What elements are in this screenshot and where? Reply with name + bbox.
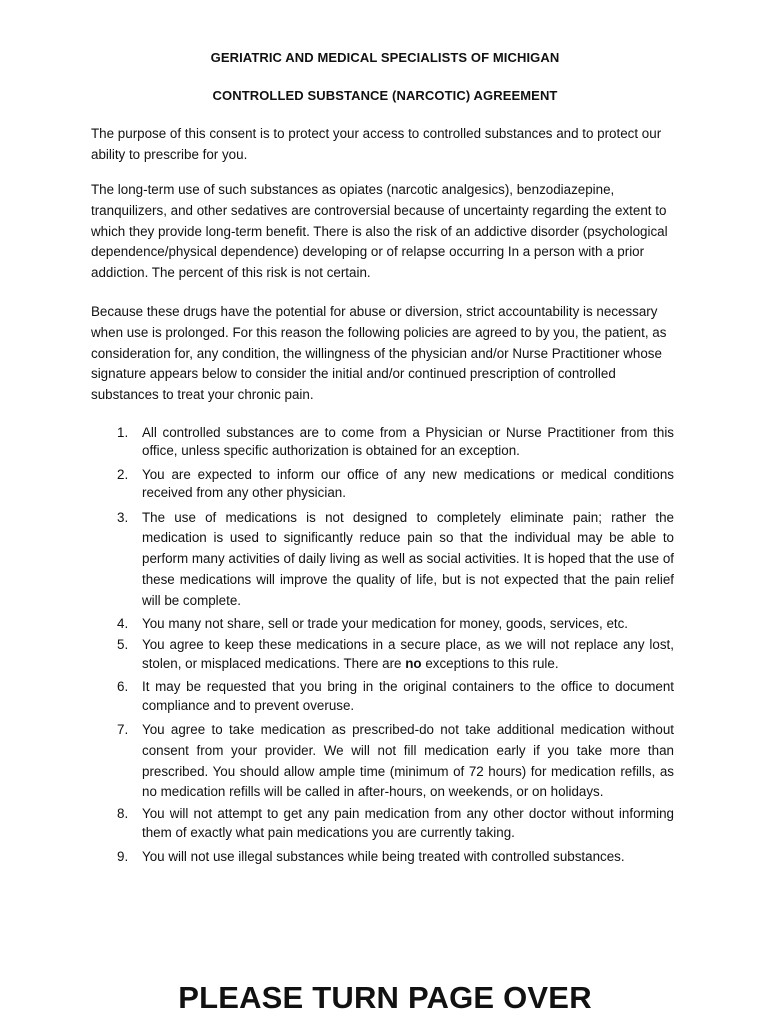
risks-paragraph: The long-term use of such substances as opiates (narcotic analgesics), benzodiazepine, tranquilizers, and other sedatives are controversial because of uncertainty regarding the extent to which they provide long-term benefit. There is also the risk of an addictive disorder (psychological dependence/physical dependence) developing or of relapse occurring In a person with a prior addiction. The percent of this risk is not certain. (91, 182, 668, 281)
policy-number: 6. (117, 679, 129, 695)
policy-text: All controlled substances are to come from a Physician or Nurse Practitioner from this office, unless specific authorization is obtained for an exception. (142, 425, 674, 459)
policy-text: The use of medications is not designed to completely eliminate pain; rather the medication is used to significantly reduce pain so that the individual may be able to perform many activities of daily living as well as social activities. It is hoped that the use of these medications will improve the quality of life, but is not expected that the pain relief will be complete. (142, 509, 674, 608)
policy-number: 7. (117, 722, 129, 738)
policy-item (91, 636, 674, 673)
policy-text: You will not use illegal substances while being treated with controlled substances. (142, 849, 625, 865)
agreement-title: CONTROLLED SUBSTANCE (NARCOTIC) AGREEMENT (212, 88, 558, 103)
policy-number: 2. (117, 466, 129, 482)
policy-text: It may be requested that you bring in the original containers to the office to document compliance and to prevent overuse. (142, 679, 674, 713)
organization-title: GERIATRIC AND MEDICAL SPECIALISTS OF MICHIGAN (210, 50, 560, 65)
policy-number: 3. (117, 509, 129, 525)
policy-text: You many not share, sell or trade your medication for money, goods, services, etc. (142, 615, 629, 631)
policy-item (91, 508, 674, 612)
purpose-paragraph: The purpose of this consent is to protect your access to controlled substances and to protect our ability to prescribe for you. (91, 126, 662, 162)
policy-item (91, 466, 674, 503)
policy-text: You agree to take medication as prescribed-do not take additional medication without consent from your provider. We will not fill medication early if you take more than prescribed. You should allow ample time (minimum of 72 hours) for medication refills, as no medication refills will be called in after-hours, on weekends, or on holidays. (142, 722, 674, 800)
policy-text (142, 637, 674, 670)
policy-number: 8. (117, 806, 129, 822)
policy-text: You will not attempt to get any pain medication from any other doctor without informing them of exactly what pain medications you are currently taking. (142, 806, 674, 840)
policy-item (91, 805, 674, 842)
policy-list (91, 424, 674, 870)
policy-item (91, 614, 674, 635)
policy-number: 9. (117, 849, 129, 865)
policy-item (91, 678, 674, 715)
turn-page-notice: PLEASE TURN PAGE OVER (178, 980, 592, 1015)
policy-number: 1. (117, 425, 129, 440)
policy-number: 4. (117, 615, 129, 631)
policy-text-part: You agree to keep these medications in a secure place, as we will not replace any lost, stolen, or misplaced medications. There are (142, 637, 674, 671)
policy-number: 5. (117, 637, 129, 653)
policy-text-part: exceptions to this rule. (421, 655, 559, 671)
policy-text: You are expected to inform our office of any new medications or medical conditions received from any other physician. (142, 466, 674, 501)
policy-item (91, 720, 674, 803)
policy-item (91, 424, 674, 461)
policy-item (91, 847, 674, 868)
emphasis-no: no (405, 655, 422, 671)
accountability-paragraph: Because these drugs have the potential for abuse or diversion, strict accountability is necessary when use is prolonged. For this reason the following policies are agreed to by you, the patient, as consideration for, any condition, the willingness of the physician and/or Nurse Practitioner whose signature appears below to consider the initial and/or continued prescription of controlled substances to treat your chronic pain. (91, 304, 667, 403)
